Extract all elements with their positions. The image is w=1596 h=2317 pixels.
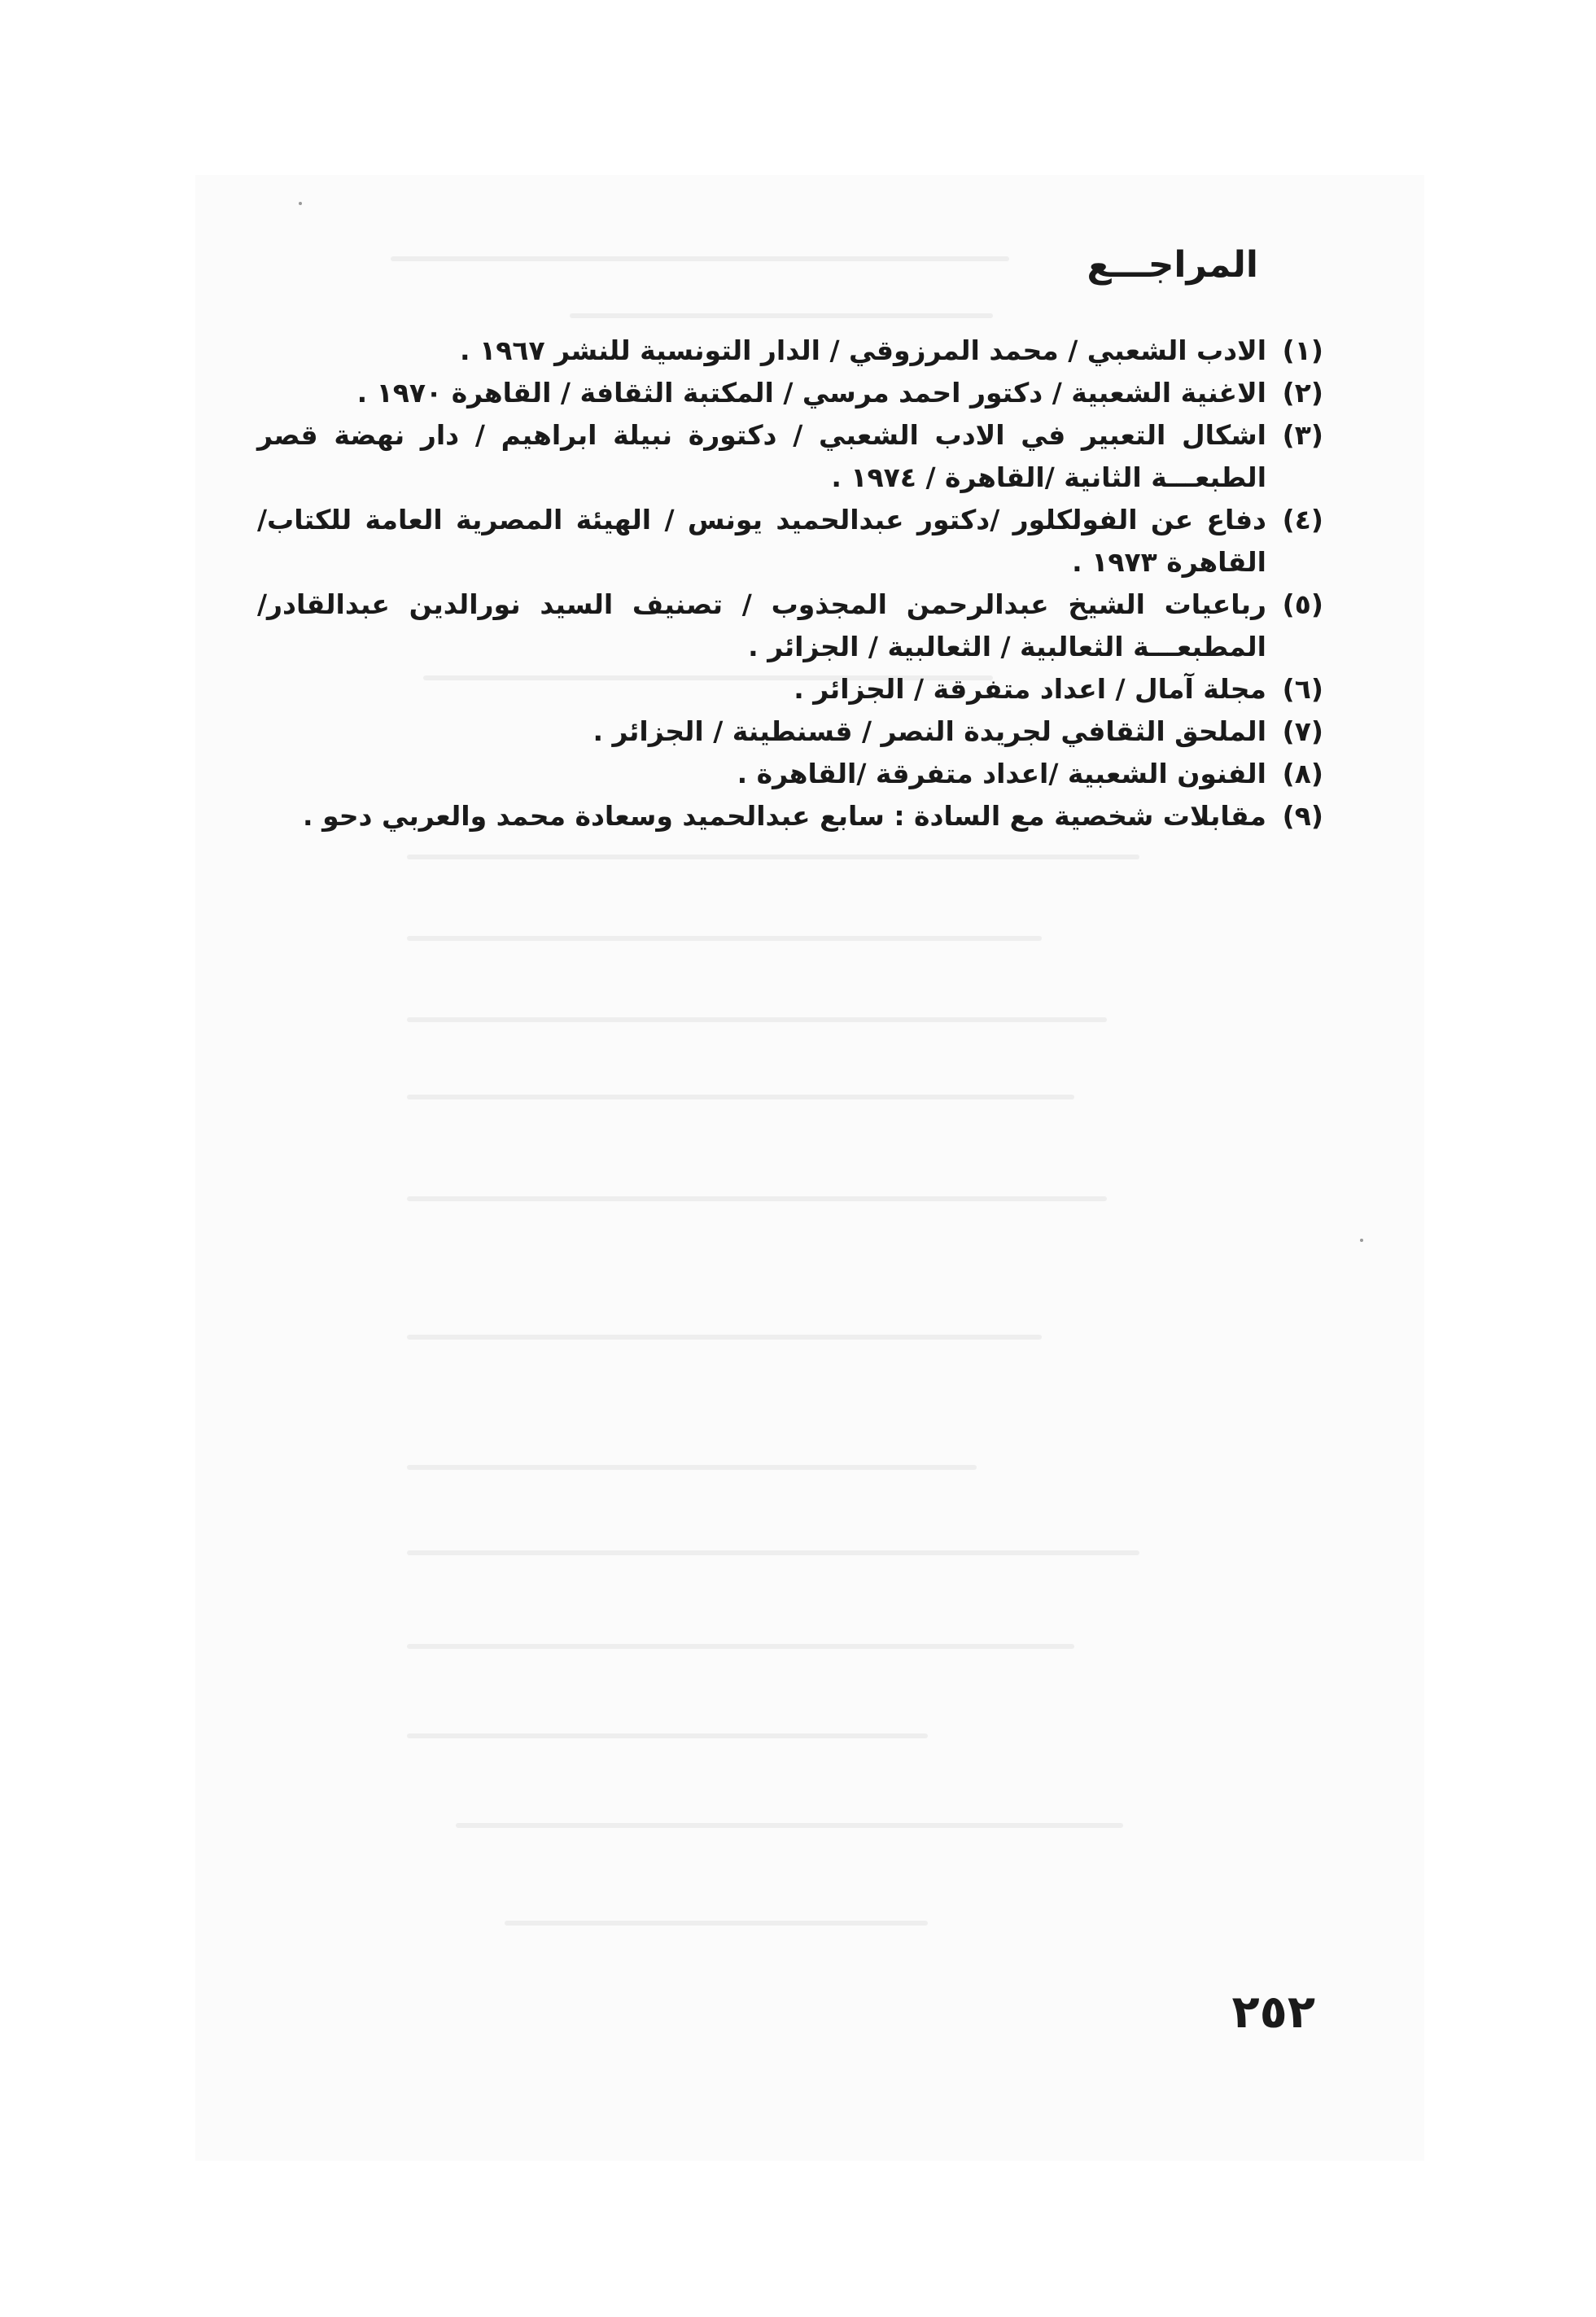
reference-item — [257, 414, 1323, 499]
page-title: المراجـــع — [1087, 244, 1258, 286]
reference-number: (٥) — [1282, 588, 1323, 620]
reference-text: الملحق الثقافي لجريدة النصر / قسنطينة / الجزائر . — [592, 715, 1266, 747]
reference-number: (٢) — [1282, 377, 1323, 409]
page-number: ٢٥٢ — [1231, 1986, 1315, 2039]
reference-item — [257, 710, 1323, 753]
reference-number: (٤) — [1282, 504, 1323, 536]
reference-item — [257, 584, 1323, 668]
reference-number: (٦) — [1282, 673, 1323, 705]
reference-item — [257, 330, 1323, 372]
reference-text: الفنون الشعبية /اعداد متفرقة /القاهرة . — [737, 758, 1266, 789]
reference-text: مقابلات شخصية مع السادة : سابع عبدالحميد وسعادة محمد والعربي دحو . — [303, 800, 1266, 832]
reference-number: (٩) — [1282, 800, 1323, 832]
reference-number: (٨) — [1282, 758, 1323, 789]
reference-list — [257, 330, 1323, 837]
reference-item — [257, 753, 1323, 795]
reference-item — [257, 499, 1323, 584]
reference-number: (١) — [1282, 334, 1323, 366]
reference-text: الادب الشعبي / محمد المرزوقي / الدار التونسية للنشر ١٩٦٧ . — [460, 334, 1266, 366]
reference-text: الاغنية الشعبية / دكتور احمد مرسي / المكتبة الثقافة / القاهرة ١٩٧٠ . — [356, 377, 1266, 409]
reference-text: مجلة آمال / اعداد متفرقة / الجزائر . — [794, 673, 1266, 705]
scan-speck — [1360, 1239, 1363, 1242]
reference-text: اشكال التعبير في الادب الشعبي / دكتورة نبيلة ابراهيم / دار نهضة قصر الطبعـــة الثانية /القاهرة / ١٩٧٤ . — [257, 419, 1266, 493]
reference-number: (٧) — [1282, 715, 1323, 747]
reference-number: (٣) — [1282, 419, 1323, 451]
scan-speck — [299, 202, 302, 205]
reference-item — [257, 668, 1323, 710]
reference-text: رباعيات الشيخ عبدالرحمن المجذوب / تصنيف السيد نورالدين عبدالقادر/المطبعـــة الثعالبية / الثعالبية / الجزائر . — [257, 588, 1266, 662]
reference-item — [257, 795, 1323, 837]
reference-item — [257, 372, 1323, 414]
reference-text: دفاع عن الفولكلور /دكتور عبدالحميد يونس / الهيئة المصرية العامة للكتاب/القاهرة ١٩٧٣ . — [257, 504, 1266, 578]
